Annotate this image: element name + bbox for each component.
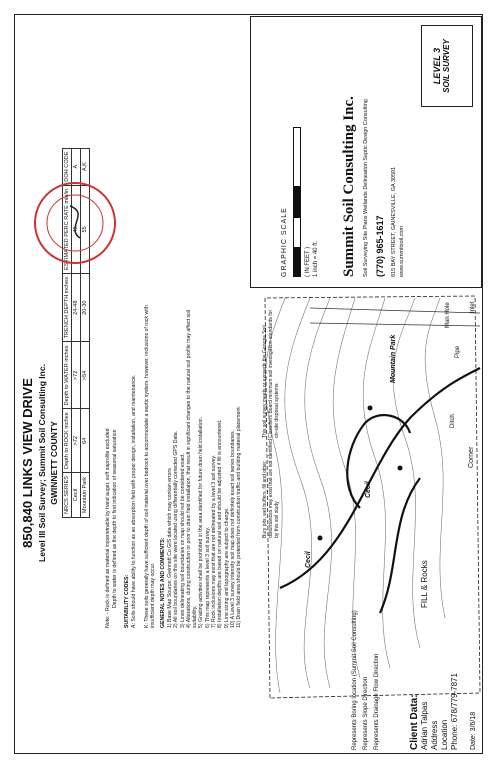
- map-label-mountain-park: Mountain Park: [390, 334, 397, 383]
- general-notes-title: GENERAL NOTES AND COMMENTS:: [160, 537, 166, 628]
- graphic-scale-title: GRAPHIC SCALE: [281, 207, 288, 277]
- county-label: GWINNETT COUNTY: [49, 421, 59, 505]
- page-title: 850,840 LINKS VIEW DRIVE: [20, 378, 35, 548]
- client-address: Address: [430, 720, 439, 750]
- general-note: 8) Installation depths are based on natural soil and should be adjusted if fill is encountered.: [217, 419, 224, 628]
- map-label-corner: Corner: [468, 446, 475, 468]
- title-block: [250, 16, 482, 288]
- company-address: 815 BAY STREET, GAINESVILLE, GA 30501: [391, 166, 397, 277]
- general-note: 2) All soil boundaries on this site were located using differentially corrected GPS Data.: [173, 430, 180, 628]
- water-note: Depth to water is defined as the depth to first indication of seasonal saturation: [112, 429, 118, 608]
- title-block-top: [20, 298, 59, 628]
- general-note: 11) Drain field area should be protected from construction traffic and building material placement.: [236, 405, 243, 628]
- table-cell: >72: [72, 409, 81, 473]
- legend-item: Represents Boring location (Summit Soil Consulting): [352, 610, 358, 750]
- map-label-fill: FILL & Rocks: [420, 560, 429, 608]
- table-cell: 45: [72, 185, 81, 273]
- graphic-scale-ratio: 1 inch = 40 ft.: [313, 240, 319, 277]
- graphic-scale-bar: [293, 127, 301, 277]
- table-cell: >54: [81, 342, 90, 409]
- company-services: Soil Surveying Site Plans Wetlands Delineation Septic Design Consulting: [363, 99, 369, 277]
- general-note: 6) This map represents a level 3 soil survey.: [204, 526, 211, 628]
- suitability-a: A: Soils should have ability to function as an absorption field with proper design, installation, and maintenance.: [131, 374, 137, 628]
- col-header: Depth to ROCK inches: [63, 409, 72, 473]
- table-cell: A: [72, 148, 81, 185]
- col-header: ESTIMATED PERC RATE min/in: [63, 185, 72, 273]
- general-notes-list: [167, 303, 243, 628]
- client-label: Client Data:: [409, 694, 420, 750]
- map-label-cecil: Cecil: [305, 551, 312, 568]
- boring-marker: [368, 406, 373, 411]
- survey-date: Date: 3/6/18: [470, 711, 477, 750]
- map-label-pipe: Pipe: [455, 345, 461, 358]
- table-cell: 55: [81, 185, 90, 273]
- client-phone: Phone: 678/779-7871: [450, 673, 459, 750]
- rock-note: Note: - Rock is defined as material impenetrable by hand auger, soft saprolite excluded: [105, 428, 111, 628]
- client-location: Location: [440, 719, 449, 750]
- general-note: 10) A Level 3 survey intensity soil map does not definitely exact soil series boundaries.: [229, 429, 236, 628]
- company-web: www.summitsoil.com: [399, 225, 405, 277]
- boring-marker: [398, 466, 403, 471]
- road: [310, 308, 480, 326]
- table-cell: 24-48: [72, 273, 81, 342]
- survey-note: This soil survey meets or exceeds the Georgia Soil Classifiers Board minimum soil investigation standards for on-site disposal systems.: [262, 309, 280, 438]
- level-title: LEVEL 3: [432, 47, 442, 85]
- general-note: 5) Grading activities shall be prohibited in the area identified for future drain field installation.: [198, 416, 205, 628]
- general-note: 3) Lines delineating soil boundaries on map should not be considered exact.: [179, 453, 186, 628]
- map-label-cecil: Cecil: [365, 481, 372, 498]
- col-header: TRENCH DEPTH inches: [63, 273, 72, 342]
- col-header: NRCS SERIES: [63, 473, 72, 518]
- legend: [350, 610, 383, 750]
- company-phone: (770) 965-1617: [375, 215, 385, 277]
- company-name: Summit Soil Consulting Inc.: [341, 96, 357, 277]
- soil-classifier-seal: [30, 178, 120, 268]
- level-box: [421, 25, 473, 107]
- bury-note: Bury pits, wet buffers, fill and other disturbances may exist that are not identified by this soil study: [262, 439, 280, 538]
- col-header: Depth to WATER inches: [63, 342, 72, 409]
- graphic-scale-unit: ( IN FEET ): [305, 246, 311, 277]
- table-cell: 64: [81, 409, 90, 473]
- boring-marker: [318, 536, 323, 541]
- table-cell: Mountain Park: [81, 473, 90, 518]
- legend-item: Represents Drainage Flow Direction: [374, 653, 380, 750]
- general-note: 7) Rock inclusions may exist that are not delineated by a level 3 soil survey.: [211, 454, 218, 628]
- general-note: 4) Alterations, during construction or prior to drain field installation, that result in significant changes to the natural soil profile may affect soil suitability.: [185, 309, 199, 628]
- general-note: 9) Line sizing and topography are subject to change.: [223, 507, 230, 628]
- client-name: Adrian Talpas: [420, 701, 429, 750]
- map-label-ditch: Ditch: [450, 414, 456, 428]
- col-header: DOH CODE: [63, 148, 72, 185]
- table-cell: Cecil: [72, 473, 81, 518]
- suitability-title: SUITABILITY CODES:: [124, 574, 130, 628]
- legend-item: Represents Slope Direction: [363, 676, 369, 750]
- page-subtitle: Level III Soil Survey; Summit Soil Consulting Inc.: [37, 364, 47, 562]
- map-label-manhole: Man Hole: [445, 302, 451, 328]
- table-cell: 20-30: [81, 273, 90, 342]
- table-cell: A,K: [81, 148, 90, 185]
- map-label-inlet: Inlet: [470, 301, 476, 313]
- general-note: 1) Base Map Source: Gwinnett Co GIS data which may contain errors: [167, 468, 173, 628]
- level-sub: SOIL SURVEY: [442, 39, 451, 93]
- client-block: [410, 673, 460, 750]
- table-cell: >72: [72, 342, 81, 409]
- suitability-k: K: These soils generally have sufficient depth of soil material over bedrock to accommodate a septic system, however, inclusions of rock with insufficient depth may occur.: [144, 305, 157, 628]
